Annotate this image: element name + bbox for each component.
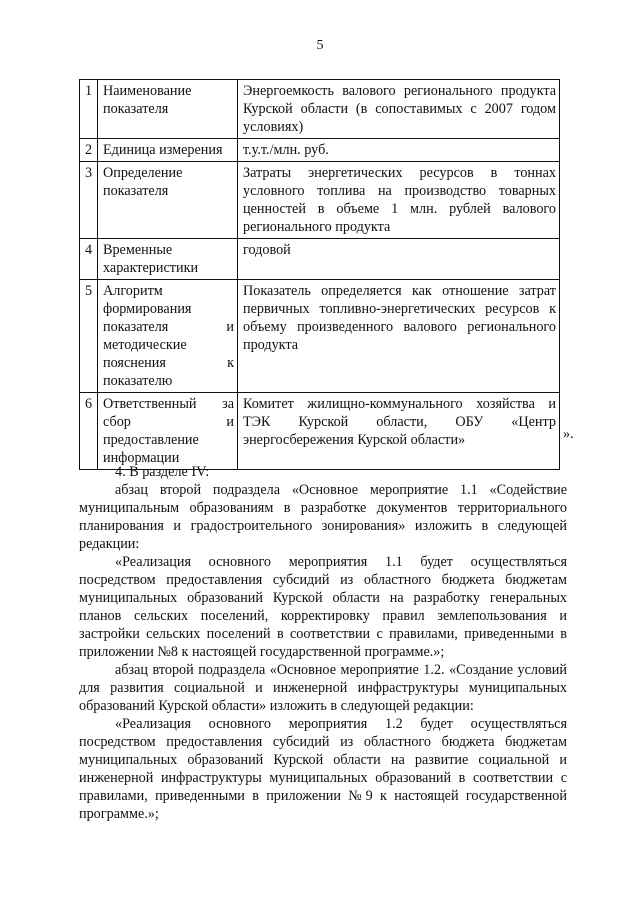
row-number: 4 (80, 239, 98, 280)
paragraph: «Реализация основного мероприятия 1.2 будет осуществляться посредством предоставления субсидий из областного бюджета бюджетам муниципальных образований Курской области на развитие социальной и инженерной инфраструктуры муниципальных образований в соответствии с правилами, приведенными в приложении №9 к настоящей государственной программе.»; (79, 716, 567, 822)
indicator-passport-table (79, 79, 560, 470)
row-label: Определение показателя (98, 162, 238, 239)
table-row (80, 280, 560, 393)
row-value: Показатель определяется как отношение затрат первичных топливно-энергетических ресурсов к объему произведенного валового регионального продукта (238, 280, 560, 393)
row-value: Затраты энергетических ресурсов в тоннах условного топлива на производство товарных ценностей в объеме 1 млн. рублей валового регионального продукта (238, 162, 560, 239)
closing-quote: ». (563, 426, 574, 442)
table-row (80, 139, 560, 162)
row-value: Энергоемкость валового регионального продукта Курской области (в сопоставимых с 2007 годом условиях) (238, 80, 560, 139)
document-body (79, 463, 567, 823)
row-number: 6 (80, 393, 98, 470)
row-label: Ответственный за сбор и предоставление информации (98, 393, 238, 470)
table-row (80, 162, 560, 239)
row-number: 5 (80, 280, 98, 393)
paragraph: абзац второй подраздела «Основное мероприятие 1.2. «Создание условий для развития социальной и инженерной инфраструктуры муниципальных образований Курской области» изложить в следующей редакции: (79, 662, 567, 714)
row-value: т.у.т./млн. руб. (238, 139, 560, 162)
row-label: Единица измерения (98, 139, 238, 162)
page-number: 5 (316, 38, 324, 53)
row-label: Временные характеристики (98, 239, 238, 280)
row-number: 2 (80, 139, 98, 162)
row-value: Комитет жилищно-коммунального хозяйства и ТЭК Курской области, ОБУ «Центр энергосбережения Курской области» (238, 393, 560, 470)
table-row (80, 239, 560, 280)
paragraph: абзац второй подраздела «Основное мероприятие 1.1 «Содействие муниципальным образованиям в разработке документов территориального планирования и градостроительного зонирования» изложить в следующей редакции: (79, 482, 567, 552)
table-row (80, 80, 560, 139)
row-label: Алгоритм формирования показателя и методические пояснения к показателю (98, 280, 238, 393)
paragraph: «Реализация основного мероприятия 1.1 будет осуществляться посредством предоставления субсидий из областного бюджета бюджетам муниципальных образований Курской области на разработку генеральных планов сельских поселений, корректировку правил землепользования и застройки сельских поселений в соответствии с правилами, приведенными в приложении №8 к настоящей государственной программе.»; (79, 554, 567, 660)
row-number: 1 (80, 80, 98, 139)
section-heading: 4. В разделе IV: (115, 464, 210, 480)
row-label: Наименование показателя (98, 80, 238, 139)
table-row (80, 393, 560, 470)
row-value: годовой (238, 239, 560, 280)
row-number: 3 (80, 162, 98, 239)
